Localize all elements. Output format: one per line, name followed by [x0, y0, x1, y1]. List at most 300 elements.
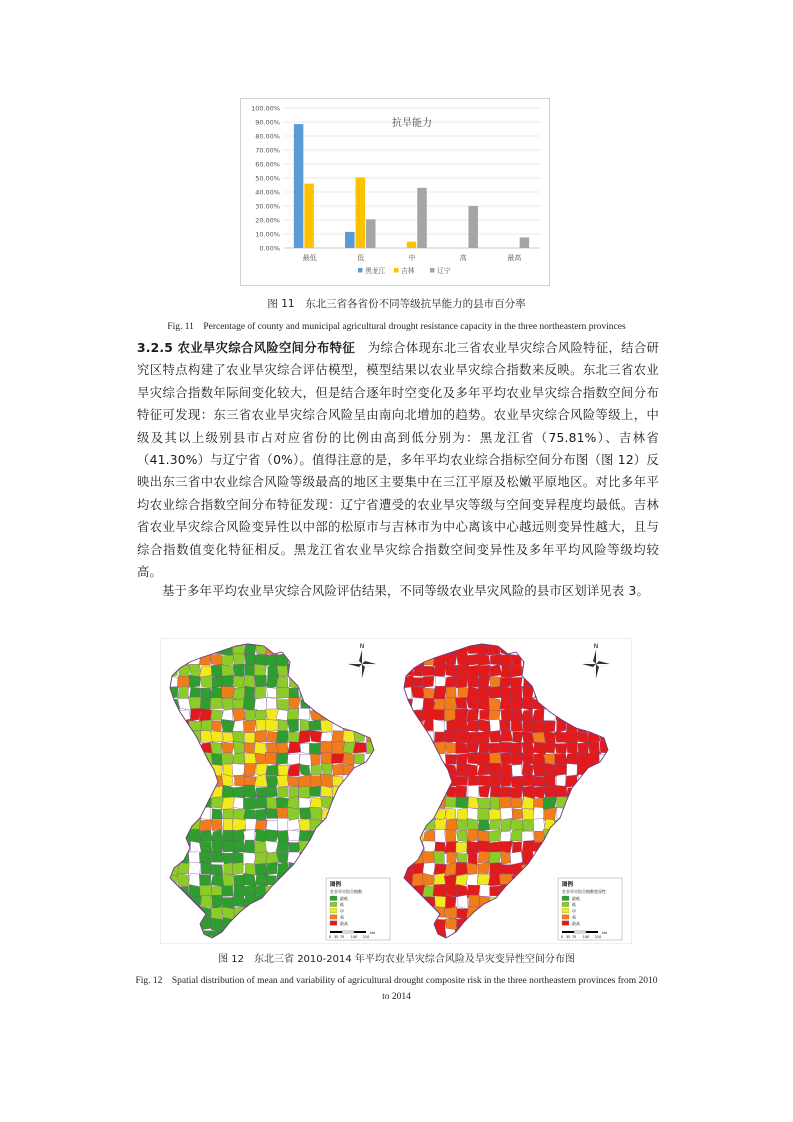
legend-label: 黑龙江	[365, 267, 386, 275]
county-region	[456, 830, 467, 841]
legend-label: 低	[340, 902, 344, 908]
county-region	[267, 675, 279, 688]
county-region	[445, 654, 457, 665]
county-region	[212, 819, 222, 830]
county-region	[353, 742, 367, 753]
county-region	[523, 820, 534, 831]
county-region	[456, 676, 467, 688]
legend-label: 中	[340, 908, 344, 914]
county-region	[189, 664, 201, 677]
legend-swatch	[358, 268, 363, 273]
county-region	[232, 708, 245, 721]
county-region	[445, 675, 458, 687]
x-tick-label: 最高	[507, 254, 522, 262]
county-region	[467, 709, 479, 722]
county-region	[511, 752, 524, 764]
county-region	[199, 875, 211, 887]
county-region	[457, 909, 468, 920]
legend-label: 辽宁	[437, 267, 451, 275]
legend-swatch	[562, 896, 569, 901]
county-region	[489, 810, 501, 820]
y-tick-label: 10.00%	[255, 230, 280, 239]
county-region	[554, 764, 567, 777]
county-region	[477, 665, 490, 677]
county-region	[467, 829, 478, 840]
county-region	[488, 763, 502, 775]
county-region	[456, 797, 468, 808]
county-region	[512, 764, 523, 776]
county-region	[523, 720, 534, 732]
county-region	[522, 686, 534, 699]
county-region	[466, 654, 479, 665]
scale-bar-segment	[574, 931, 586, 933]
county-region	[467, 720, 478, 731]
county-region	[210, 731, 223, 741]
county-region	[478, 820, 490, 832]
compass-right-label: N	[593, 643, 599, 650]
figure-12-caption-en-line2: to 2014	[382, 992, 411, 1002]
county-region	[221, 840, 234, 852]
county-region	[512, 809, 523, 820]
scale-tick-label: 35	[565, 935, 571, 939]
county-region	[244, 885, 257, 896]
figure-12-caption-cn: 图 12 东北三省 2010-2014 年平均农业旱灾综合风险及旱灾变异性空间分布图	[218, 954, 575, 965]
county-region	[532, 720, 544, 732]
bar-黑龙江-低	[345, 232, 355, 248]
county-region	[266, 687, 278, 697]
legend-swatch	[562, 915, 569, 920]
county-region	[544, 721, 556, 733]
county-region	[479, 785, 491, 797]
county-region	[287, 732, 300, 743]
county-region	[177, 676, 190, 689]
county-region	[210, 918, 223, 931]
county-region	[445, 754, 458, 764]
scale-tick-label: 0	[560, 935, 564, 939]
county-region	[287, 819, 299, 831]
county-region	[480, 710, 490, 720]
county-region	[266, 765, 279, 776]
county-region	[577, 732, 588, 743]
county-region	[456, 785, 467, 798]
bar-吉林-中	[407, 242, 417, 248]
bar-吉林-最低	[304, 184, 314, 248]
figure-11-caption-en: Fig. 11 Percentage of county and municipal agricultural drought resistance capacity in the three northeastern provinces	[167, 322, 626, 332]
county-region	[200, 830, 212, 841]
county-region	[456, 820, 468, 831]
county-region	[434, 664, 446, 676]
county-region	[455, 862, 468, 875]
county-region	[254, 852, 267, 865]
county-region	[433, 851, 444, 865]
county-region	[544, 786, 556, 797]
county-region	[234, 840, 245, 852]
county-region	[511, 720, 523, 732]
county-region	[233, 653, 245, 666]
county-region	[457, 854, 468, 863]
county-region	[265, 808, 278, 818]
figure-12-caption-en: Fig. 12 Spatial distribution of mean and variability of agricultural drought composite risk in the three northeastern provinces from 2010	[135, 976, 658, 986]
county-region	[457, 653, 468, 666]
county-region	[277, 666, 288, 677]
county-region	[566, 753, 579, 765]
county-region	[255, 730, 267, 742]
county-region	[566, 764, 578, 777]
y-tick-label: 90.00%	[255, 118, 280, 127]
drought-resistance-chart	[240, 98, 550, 286]
county-region	[254, 675, 266, 688]
legend-left-subtitle: 农业旱灾综合指数	[330, 889, 362, 894]
scale-bar-segment	[562, 931, 574, 933]
county-region	[277, 676, 288, 689]
county-region	[489, 710, 500, 721]
legend-swatch	[562, 902, 569, 907]
county-region	[299, 754, 312, 765]
county-region	[222, 873, 235, 886]
county-region	[422, 886, 434, 898]
y-tick-label: 30.00%	[255, 202, 280, 211]
county-region	[500, 731, 512, 742]
bar-辽宁-最高	[520, 238, 530, 249]
county-region	[433, 709, 444, 720]
scale-tick-label: 0	[328, 935, 332, 939]
county-region	[501, 666, 511, 678]
county-region	[469, 895, 480, 908]
county-region	[435, 896, 447, 908]
county-region	[477, 874, 490, 886]
county-region	[533, 777, 546, 787]
county-region	[255, 686, 266, 698]
scale-unit-label: km	[602, 931, 608, 935]
county-region	[455, 719, 468, 731]
legend-label: 最低	[340, 896, 348, 901]
county-region	[422, 666, 435, 676]
county-region	[276, 841, 289, 852]
county-region	[243, 873, 255, 885]
county-region	[455, 776, 468, 785]
scale-unit-label: km	[370, 931, 376, 935]
county-region	[422, 852, 435, 864]
county-region	[499, 720, 510, 731]
county-region	[233, 664, 244, 677]
county-region	[254, 742, 267, 755]
county-region	[510, 798, 522, 808]
chart-svg	[240, 98, 550, 286]
county-region	[199, 819, 212, 831]
county-region	[501, 807, 513, 819]
scale-tick-label: 70	[571, 935, 577, 939]
legend-left-title: 图例	[330, 882, 342, 888]
y-tick-label: 100.00%	[251, 104, 280, 113]
county-region	[412, 678, 424, 687]
county-region	[445, 885, 458, 897]
legend-swatch	[330, 902, 337, 907]
county-region	[222, 885, 233, 896]
county-region	[478, 719, 491, 732]
county-region	[311, 766, 322, 775]
county-region	[466, 863, 477, 876]
county-region	[266, 732, 277, 743]
chart-title: 抗旱能力	[392, 118, 432, 129]
y-tick-label: 50.00%	[255, 174, 280, 183]
county-region	[501, 708, 513, 721]
legend-swatch	[330, 915, 337, 920]
county-region	[499, 865, 512, 875]
county-region	[277, 787, 288, 798]
county-region	[456, 842, 468, 853]
county-region	[201, 895, 212, 907]
county-region	[567, 742, 577, 753]
county-region	[210, 654, 221, 665]
scale-tick-label: 210	[362, 935, 370, 939]
county-region	[232, 787, 245, 799]
county-region	[298, 708, 309, 720]
county-region	[221, 742, 234, 753]
county-region	[277, 852, 289, 863]
legend-swatch	[394, 268, 399, 273]
county-region	[200, 675, 213, 688]
county-region	[478, 851, 490, 863]
county-region	[200, 698, 211, 710]
y-tick-label: 20.00%	[255, 216, 280, 225]
county-region	[513, 731, 523, 742]
county-region	[298, 730, 310, 743]
county-region	[500, 752, 512, 765]
county-region	[310, 807, 322, 820]
county-region	[447, 852, 457, 864]
county-region	[232, 676, 245, 689]
county-region	[287, 754, 299, 765]
county-region	[232, 753, 245, 765]
county-region	[455, 709, 468, 721]
county-region	[255, 796, 268, 808]
county-region	[210, 698, 223, 709]
legend-right-title: 图例	[562, 882, 574, 888]
bar-黑龙江-最低	[294, 124, 304, 248]
county-region	[232, 862, 243, 875]
county-region	[244, 743, 255, 754]
county-region	[212, 809, 223, 819]
county-region	[276, 731, 288, 744]
scale-bar-segment	[330, 931, 342, 933]
legend-swatch	[430, 268, 435, 273]
county-region	[223, 819, 233, 831]
county-region	[489, 819, 501, 830]
figure-11-caption-cn: 图 11 东北三省各省份不同等级抗旱能力的县市百分率	[267, 298, 526, 310]
county-region	[544, 774, 556, 787]
county-region	[277, 830, 288, 842]
county-region	[489, 730, 501, 742]
county-region	[188, 829, 201, 842]
y-tick-label: 80.00%	[255, 132, 280, 141]
legend-label: 最高	[340, 920, 348, 926]
county-region	[477, 731, 490, 743]
risk-maps-figure	[160, 638, 632, 944]
county-region	[456, 764, 468, 776]
county-region	[245, 863, 256, 875]
legend-label: 高	[340, 914, 344, 920]
county-region	[478, 862, 490, 874]
county-region	[233, 741, 246, 754]
county-region	[511, 786, 523, 798]
county-region	[466, 764, 477, 777]
paragraph-1-text: 为综合体现东北三省农业旱灾综合风险特征，结合研究区特点构建了农业旱灾综合评估模型，模型结果以农业旱灾综合指数来反映。东北三省农业旱灾综合指数年际间变化较大，但是结合逐年时空变化及多年平均农业旱灾综合指数空间分布特征可发现：东三省农业旱灾综合风险呈由南向北增加的趋势。农业旱灾综合风险等级上，中级及其以上级别县市占对应省份的比例由高到低分别为：黑龙江省（75.81%）、吉林省（41.30%）与辽宁省（0%）。值得注意的是，多年平均农业综合指标空间分布图（图 12）反映出东三省中农业综合风险等级最高的地区主要集中在三江平原及松嫩平原地区。对比多年平均农业综合指数空间分布特征发现：辽宁省遭受的农业旱灾等级与空间变异程度均最低。吉林省农业旱灾综合风险变异性以中部的松原市与吉林市为中心离该中心越远则变异性越大，且与综合指数值变化特征相反。黑龙江省农业旱灾综合指数空间变异性及多年平均风险等级均较高。	[137, 341, 660, 580]
county-region	[277, 818, 289, 831]
section-heading: 3.2.5 农业旱灾综合风险空间分布特征	[137, 341, 355, 355]
county-region	[554, 743, 567, 753]
scale-tick-label: 140	[350, 935, 358, 939]
county-region	[178, 686, 188, 698]
county-region	[468, 753, 479, 764]
county-region	[287, 777, 300, 787]
legend-swatch	[562, 908, 569, 913]
county-region	[232, 764, 245, 777]
legend-swatch	[330, 908, 337, 913]
county-region	[211, 796, 224, 808]
county-region	[422, 676, 434, 687]
legend-label: 高	[572, 914, 576, 920]
county-region	[276, 753, 289, 765]
county-region	[477, 697, 490, 711]
county-region	[499, 787, 512, 798]
y-tick-label: 60.00%	[255, 160, 280, 169]
section-paragraph-1	[137, 337, 659, 583]
county-region	[522, 710, 533, 720]
legend-label: 最高	[572, 920, 580, 926]
county-region	[287, 830, 300, 841]
county-region	[189, 675, 201, 687]
legend-swatch	[330, 896, 337, 901]
scale-bar-segment	[354, 931, 366, 933]
scale-tick-label: 210	[594, 935, 602, 939]
county-region	[310, 786, 321, 797]
county-region	[445, 895, 456, 908]
legend-swatch	[330, 921, 337, 926]
county-region	[510, 820, 523, 831]
county-region	[254, 664, 266, 677]
legend-label: 低	[572, 902, 576, 908]
scale-tick-label: 35	[333, 935, 339, 939]
county-region	[265, 829, 279, 841]
left-map-legend	[326, 878, 390, 940]
county-region	[434, 819, 446, 830]
county-region	[212, 841, 223, 854]
county-region	[243, 796, 255, 809]
county-region	[210, 864, 223, 875]
county-region	[467, 676, 479, 688]
county-region	[211, 874, 224, 886]
x-tick-label: 低	[357, 254, 365, 262]
county-region	[435, 829, 446, 842]
county-region	[532, 732, 545, 744]
county-region	[211, 664, 223, 677]
county-region	[458, 895, 468, 909]
county-region	[565, 731, 578, 744]
county-region	[210, 710, 222, 721]
county-region	[255, 863, 267, 874]
legend-label: 最低	[572, 896, 580, 901]
county-region	[522, 808, 534, 820]
county-region	[467, 742, 480, 753]
county-region	[488, 686, 501, 698]
bar-辽宁-低	[366, 219, 376, 248]
county-region	[343, 730, 355, 742]
county-region	[477, 798, 491, 809]
scale-bar-segment	[586, 931, 598, 933]
county-region	[588, 742, 600, 755]
county-region	[444, 875, 457, 886]
scale-bar-segment	[342, 931, 354, 933]
county-region	[266, 786, 278, 797]
county-region	[244, 664, 255, 676]
right-map-legend	[558, 878, 622, 940]
county-region	[310, 754, 320, 766]
county-region	[500, 775, 513, 787]
x-tick-label: 最低	[302, 254, 317, 262]
county-region	[298, 819, 311, 831]
scale-tick-label: 70	[339, 935, 345, 939]
scale-tick-label: 140	[582, 935, 590, 939]
county-region	[288, 742, 301, 754]
county-region	[309, 743, 321, 755]
county-region	[510, 665, 522, 677]
legend-swatch	[562, 921, 569, 926]
county-region	[510, 686, 522, 698]
county-region	[458, 688, 469, 699]
county-region	[254, 698, 267, 711]
legend-label: 中	[572, 908, 576, 914]
legend-label: 吉林	[401, 267, 415, 275]
county-region	[244, 732, 256, 744]
county-region	[466, 874, 478, 886]
county-region	[490, 654, 501, 665]
county-region	[221, 686, 234, 700]
compass-left-label: N	[359, 643, 365, 650]
county-region	[243, 720, 256, 732]
legend-right-subtitle: 农业旱灾综合指数变异性	[562, 889, 606, 894]
y-tick-label: 0.00%	[259, 244, 280, 253]
county-region	[232, 687, 245, 699]
county-region	[276, 687, 289, 698]
county-region	[445, 830, 455, 843]
county-region	[554, 785, 567, 797]
county-region	[210, 907, 223, 919]
x-tick-label: 中	[408, 254, 416, 262]
county-region	[433, 719, 444, 732]
county-region	[265, 719, 279, 731]
county-region	[480, 884, 491, 896]
county-region	[478, 654, 491, 665]
x-tick-label: 高	[459, 254, 467, 262]
county-region	[298, 786, 311, 799]
county-region	[310, 776, 322, 787]
county-region	[534, 831, 545, 842]
bar-吉林-低	[356, 177, 366, 248]
county-region	[468, 785, 480, 798]
county-region	[456, 754, 468, 765]
y-tick-label: 70.00%	[255, 146, 280, 155]
section-paragraph-2: 基于多年平均农业旱灾综合风险评估结果，不同等级农业旱灾风险的县市区划详见表 3。	[162, 584, 650, 598]
county-region	[445, 665, 457, 677]
county-region	[266, 776, 278, 787]
county-region	[446, 819, 458, 831]
county-region	[320, 741, 332, 752]
y-tick-label: 40.00%	[255, 188, 280, 197]
county-region	[266, 862, 278, 875]
county-region	[278, 765, 289, 776]
county-region	[455, 698, 467, 709]
risk-maps-svg	[160, 638, 632, 944]
